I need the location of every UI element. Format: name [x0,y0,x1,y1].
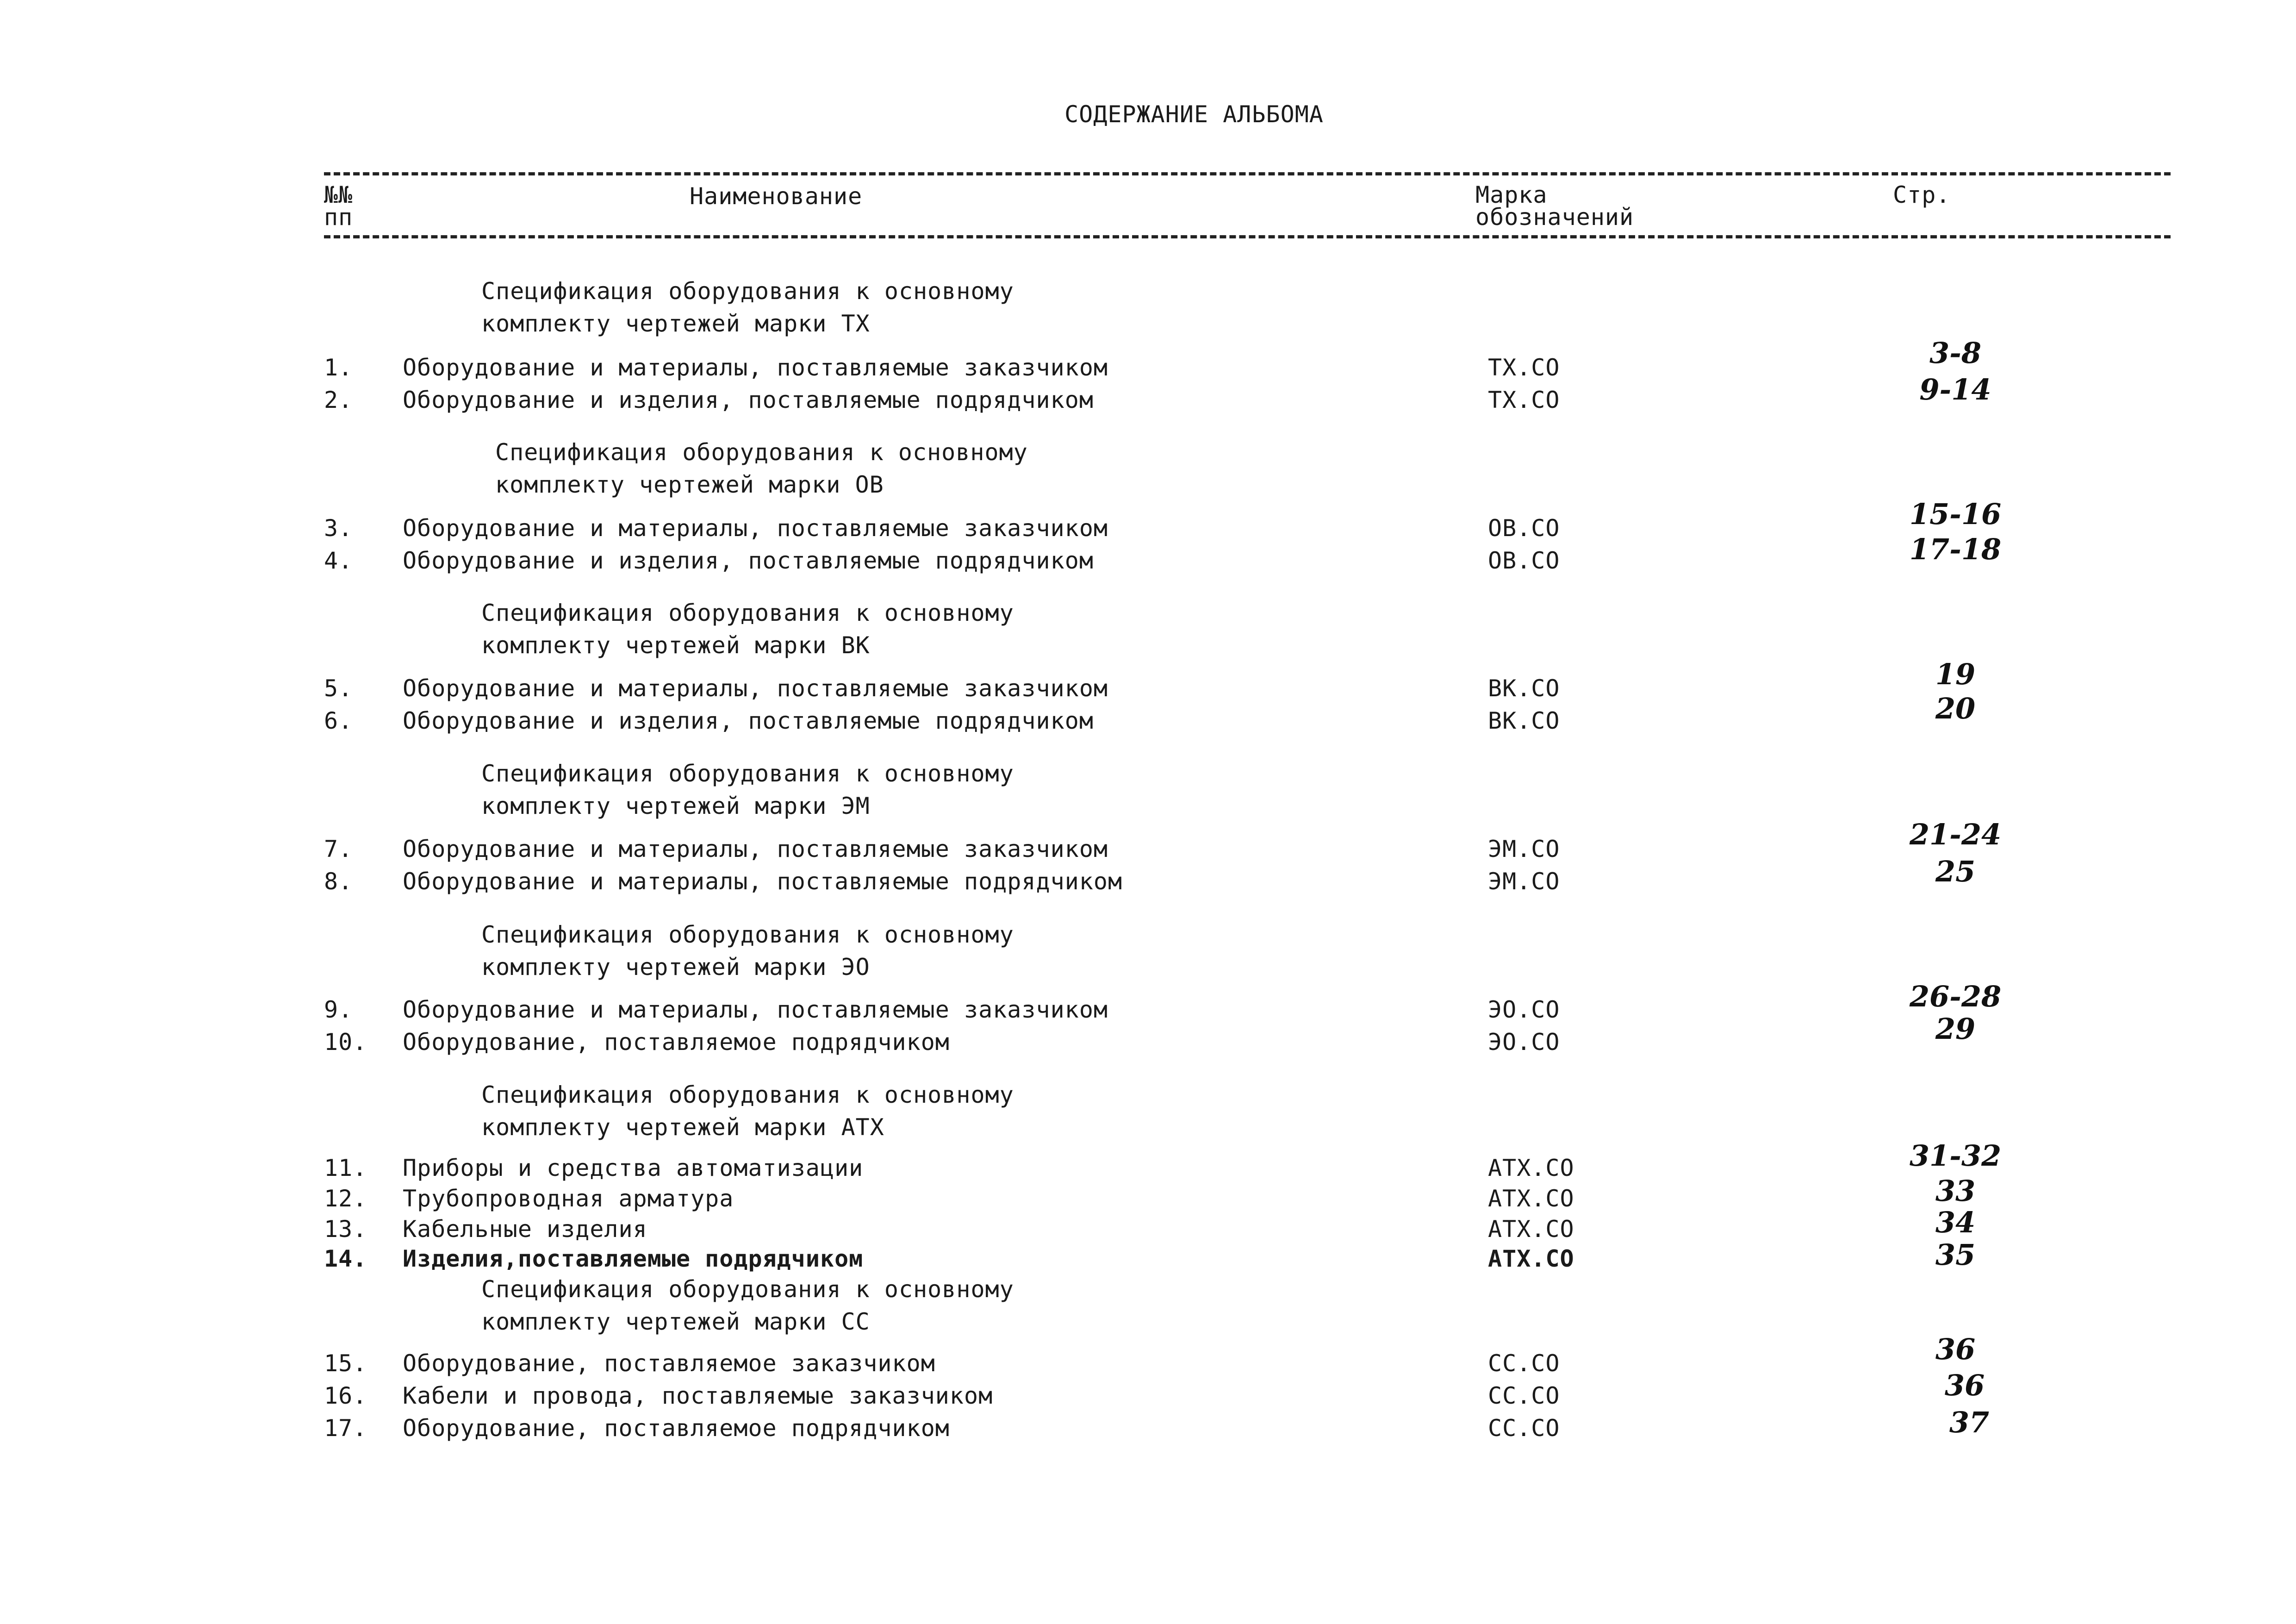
row-mark: ВК.СО [1488,707,1560,734]
row-name: Оборудование и материалы, поставляемые заказчиком [403,515,1108,542]
row-number: 4. [324,547,353,574]
row-page: 21-24 [1909,818,2002,851]
row-page: 20 [1935,692,1976,725]
row-page: 34 [1935,1206,1976,1239]
row-mark: ЭМ.СО [1488,836,1560,862]
row-mark: АТХ.СО [1488,1216,1574,1243]
section-title-line2: комплекту чертежей марки ТХ [481,310,870,337]
row-number: 9. [324,996,353,1023]
row-name: Оборудование и материалы, поставляемые подрядчиком [403,868,1123,895]
row-number: 1. [324,354,353,381]
section-title-line1: Спецификация оборудования к основному [481,278,1014,305]
row-page: 15-16 [1909,497,2002,531]
row-name: Изделия,поставляемые подрядчиком [403,1245,864,1272]
row-number: 14. [324,1245,367,1272]
row-number: 5. [324,675,353,702]
header-mark-line2: обозначений [1475,204,1634,231]
row-number: 6. [324,707,353,734]
row-mark: СС.СО [1488,1415,1560,1442]
row-mark: ЭО.СО [1488,1029,1560,1056]
row-number: 16. [324,1382,367,1409]
row-mark: ТХ.СО [1488,354,1560,381]
row-number: 15. [324,1350,367,1377]
row-mark: СС.СО [1488,1382,1560,1409]
row-name: Кабели и провода, поставляемые заказчиком [403,1382,993,1409]
row-page: 25 [1935,855,1976,888]
section-title-line1: Спецификация оборудования к основному [495,439,1028,466]
row-number: 8. [324,868,353,895]
section-title-line2: комплекту чертежей марки ОВ [495,471,884,498]
row-number: 13. [324,1216,367,1243]
row-page: 31-32 [1909,1139,2002,1173]
header-name: Наименование [690,183,863,210]
row-mark: СС.СО [1488,1350,1560,1377]
row-name: Оборудование и материалы, поставляемые заказчиком [403,836,1108,862]
row-page: 29 [1935,1012,1976,1046]
section-title-line1: Спецификация оборудования к основному [481,600,1014,626]
row-mark: ОВ.СО [1488,547,1560,574]
row-mark: ЭО.СО [1488,996,1560,1023]
row-page: 37 [1949,1405,1990,1439]
row-mark: АТХ.СО [1488,1185,1574,1212]
row-number: 7. [324,836,353,862]
row-name: Оборудование, поставляемое подрядчиком [403,1415,950,1442]
section-title-line1: Спецификация оборудования к основному [481,1081,1014,1108]
row-page: 36 [1935,1332,1976,1366]
row-number: 17. [324,1415,367,1442]
row-page: 35 [1935,1238,1976,1272]
row-name: Оборудование и изделия, поставляемые подрядчиком [403,547,1094,574]
row-number: 10. [324,1029,367,1056]
row-name: Трубопроводная арматура [403,1185,734,1212]
row-page: 3-8 [1929,336,1981,370]
section-title-line2: комплекту чертежей марки ВК [481,632,870,659]
row-page: 36 [1944,1368,1985,1402]
section-title-line1: Спецификация оборудования к основному [481,1276,1014,1303]
section-title-line2: комплекту чертежей марки ЭО [481,954,870,981]
section-title-line2: комплекту чертежей марки СС [481,1308,870,1335]
document-title: СОДЕРЖАНИЕ АЛЬБОМА [1064,101,1324,128]
row-number: 12. [324,1185,367,1212]
section-title-line1: Спецификация оборудования к основному [481,921,1014,948]
row-number: 3. [324,515,353,542]
row-name: Оборудование, поставляемое заказчиком [403,1350,935,1377]
row-name: Оборудование и материалы, поставляемые заказчиком [403,996,1108,1023]
row-name: Кабельные изделия [403,1216,647,1243]
header-num-line1: №№ [324,181,353,208]
row-page: 26-28 [1909,980,2002,1013]
row-mark: ВК.СО [1488,675,1560,702]
row-mark: ТХ.СО [1488,387,1560,413]
row-mark: АТХ.СО [1488,1155,1574,1181]
row-mark: ОВ.СО [1488,515,1560,542]
row-page: 19 [1935,657,1976,691]
row-name: Оборудование и изделия, поставляемые подрядчиком [403,387,1094,413]
row-name: Оборудование и изделия, поставляемые подрядчиком [403,707,1094,734]
row-number: 11. [324,1155,367,1181]
section-title-line1: Спецификация оборудования к основному [481,760,1014,787]
row-name: Оборудование и материалы, поставляемые заказчиком [403,354,1108,381]
row-mark: ЭМ.СО [1488,868,1560,895]
header-bottom-rule [324,235,2171,238]
row-number: 2. [324,387,353,413]
row-page: 17-18 [1909,532,2002,566]
row-page: 9-14 [1919,373,1991,406]
row-mark: АТХ.СО [1488,1245,1574,1272]
section-title-line2: комплекту чертежей марки ЭМ [481,793,870,819]
row-name: Оборудование, поставляемое подрядчиком [403,1029,950,1056]
row-page: 33 [1935,1174,1976,1208]
section-title-line2: комплекту чертежей марки АТХ [481,1114,884,1141]
header-top-rule [324,172,2171,175]
row-name: Приборы и средства автоматизации [403,1155,864,1181]
header-num-line2: пп [324,204,353,231]
header-mark-line1: Марка [1475,181,1548,208]
row-name: Оборудование и материалы, поставляемые заказчиком [403,675,1108,702]
header-page: Стр. [1893,181,1951,208]
